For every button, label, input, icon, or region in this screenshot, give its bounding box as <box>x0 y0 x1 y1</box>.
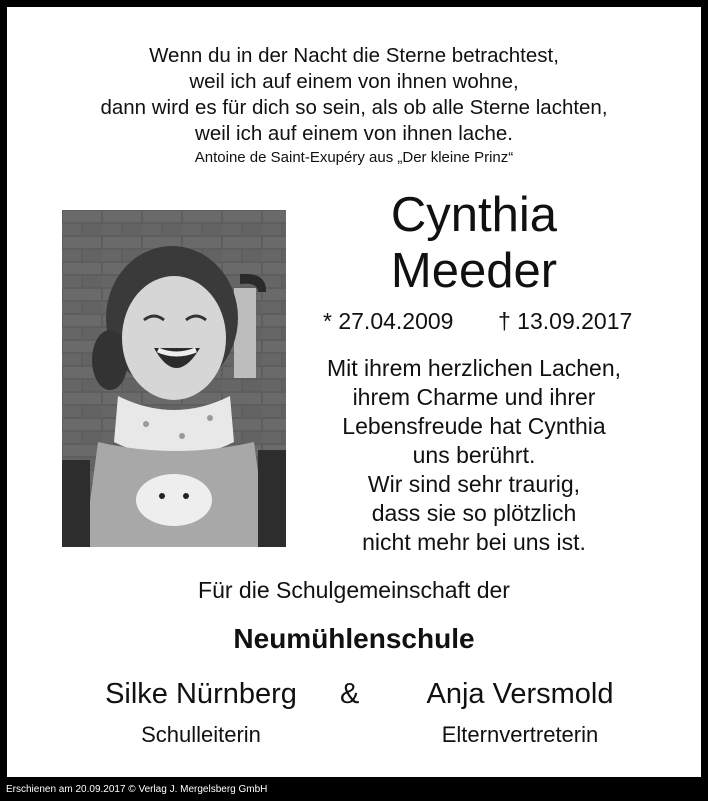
message-line: Mit ihrem herzlichen Lachen, <box>326 355 622 381</box>
last-name: Meeder <box>390 244 558 298</box>
signer-role: Schulleiterin <box>141 722 261 747</box>
message-line: Wir sind sehr traurig, <box>367 471 581 497</box>
signer-left <box>61 677 341 749</box>
birth-date: * 27.04.2009 <box>323 308 454 334</box>
quote-source: Antoine de Saint-Exupéry aus „Der kleine Prinz“ <box>194 149 514 166</box>
message-line: Lebensfreude hat Cynthia <box>342 413 606 439</box>
signer-role: Elternvertreterin <box>441 722 599 747</box>
message-line: uns berührt. <box>412 442 536 468</box>
message-line: dass sie so plötzlich <box>371 500 577 526</box>
condolence-message <box>307 354 641 557</box>
first-name: Cynthia <box>390 188 558 242</box>
quote-line: dann wird es für dich so sein, als ob alle Sterne lachten, <box>100 96 608 119</box>
deceased-name <box>317 187 631 299</box>
signer-name: Silke Nürnberg <box>105 678 297 710</box>
quote-line: weil ich auf einem von ihnen wohne, <box>189 70 519 93</box>
signer-name: Anja Versmold <box>426 678 614 710</box>
school-name: Neumühlenschule <box>233 623 475 654</box>
ampersand: & <box>340 678 360 710</box>
death-date: † 13.09.2017 <box>498 308 633 334</box>
signer-right <box>380 677 660 749</box>
publication-footer: Erschienen am 20.09.2017 © Verlag J. Mergelsberg GmbH <box>6 784 268 795</box>
message-line: nicht mehr bei uns ist. <box>362 529 586 555</box>
signature-intro: Für die Schulgemeinschaft der <box>198 577 510 603</box>
portrait-photo <box>62 210 286 547</box>
obituary-notice <box>7 7 701 777</box>
quote-line: Wenn du in der Nacht die Sterne betrachtest, <box>149 44 559 67</box>
quote-line: weil ich auf einem von ihnen lache. <box>195 122 513 145</box>
quote <box>7 43 701 147</box>
message-line: ihrem Charme und ihrer <box>352 384 596 410</box>
